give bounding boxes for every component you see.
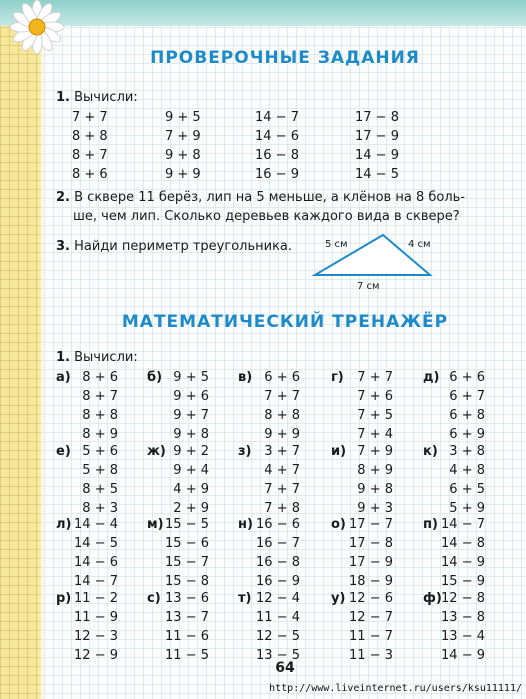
trainer-expression: 12 − 7 bbox=[349, 610, 393, 625]
trainer-expression: 8 + 5 bbox=[82, 482, 118, 497]
task2 bbox=[56, 188, 465, 207]
trainer-group-label: т) bbox=[238, 591, 252, 606]
triangle-figure bbox=[310, 230, 435, 282]
trainer-expression: 5 + 9 bbox=[449, 501, 485, 516]
trainer-expression: 14 − 7 bbox=[441, 517, 485, 532]
task1-number: 1. bbox=[56, 90, 70, 105]
trainer-expression: 7 + 7 bbox=[357, 370, 393, 385]
trainer-expression: 6 + 6 bbox=[264, 370, 300, 385]
trainer-expression: 17 − 7 bbox=[349, 517, 393, 532]
trainer-expression: 8 + 9 bbox=[357, 463, 393, 478]
heading-check-tasks: ПРОВЕРОЧНЫЕ ЗАДАНИЯ bbox=[150, 48, 420, 68]
trainer-expression: 7 + 5 bbox=[357, 408, 393, 423]
trainer-expression: 7 + 9 bbox=[357, 444, 393, 459]
trainer-expression: 7 + 8 bbox=[264, 501, 300, 516]
trainer-expression: 6 + 6 bbox=[449, 370, 485, 385]
trainer-expression: 15 − 8 bbox=[165, 574, 209, 589]
trainer-expression: 17 − 9 bbox=[349, 555, 393, 570]
trainer-group-label: е) bbox=[56, 444, 71, 459]
task1-expression: 9 + 8 bbox=[165, 148, 201, 163]
trainer-expression: 11 − 9 bbox=[74, 610, 118, 625]
trainer-expression: 9 + 6 bbox=[173, 389, 209, 404]
trainer-expression: 4 + 7 bbox=[264, 463, 300, 478]
trainer-expression: 15 − 5 bbox=[165, 517, 209, 532]
trainer-expression: 4 + 9 bbox=[173, 482, 209, 497]
trainer-label: Вычисли: bbox=[74, 350, 138, 365]
trainer-group-label: а) bbox=[56, 370, 71, 385]
trainer-expression: 9 + 8 bbox=[173, 427, 209, 442]
trainer-expression: 9 + 9 bbox=[264, 427, 300, 442]
trainer-expression: 8 + 3 bbox=[82, 501, 118, 516]
task1-expression: 14 − 9 bbox=[355, 148, 399, 163]
trainer-expression: 13 − 4 bbox=[441, 629, 485, 644]
trainer-expression: 15 − 6 bbox=[165, 536, 209, 551]
trainer-expression: 8 + 8 bbox=[264, 408, 300, 423]
triangle-side-right: 4 см bbox=[408, 239, 431, 250]
trainer-group-label: н) bbox=[238, 517, 253, 532]
trainer-expression: 17 − 8 bbox=[349, 536, 393, 551]
trainer-expression: 3 + 7 bbox=[264, 444, 300, 459]
trainer-expression: 16 − 9 bbox=[256, 574, 300, 589]
trainer-expression: 14 − 8 bbox=[441, 536, 485, 551]
trainer-expression: 11 − 3 bbox=[349, 648, 393, 663]
trainer-expression: 7 + 4 bbox=[357, 427, 393, 442]
task1-expression: 14 − 6 bbox=[255, 129, 299, 144]
trainer-expression: 14 − 9 bbox=[441, 648, 485, 663]
trainer-expression: 7 + 7 bbox=[264, 389, 300, 404]
trainer-expression: 16 − 7 bbox=[256, 536, 300, 551]
trainer-expression: 11 − 7 bbox=[349, 629, 393, 644]
trainer-expression: 6 + 8 bbox=[449, 408, 485, 423]
task3-number: 3. bbox=[56, 239, 70, 254]
task1-expression: 8 + 7 bbox=[72, 148, 108, 163]
trainer-expression: 3 + 8 bbox=[449, 444, 485, 459]
trainer-group-label: и) bbox=[331, 444, 347, 459]
trainer-group-label: о) bbox=[331, 517, 346, 532]
trainer-group-label: в) bbox=[238, 370, 253, 385]
trainer-expression: 6 + 5 bbox=[449, 482, 485, 497]
task1-expression: 9 + 9 bbox=[165, 167, 201, 182]
task1-label: Вычисли: bbox=[74, 90, 138, 105]
trainer-expression: 9 + 5 bbox=[173, 370, 209, 385]
trainer-expression: 7 + 7 bbox=[264, 482, 300, 497]
trainer-group-label: д) bbox=[423, 370, 440, 385]
task2-line-2: ше, чем лип. Сколько деревьев каждого вида в сквере? bbox=[73, 209, 460, 224]
trainer-expression: 9 + 7 bbox=[173, 408, 209, 423]
trainer-expression: 6 + 7 bbox=[449, 389, 485, 404]
trainer-expression: 16 − 8 bbox=[256, 555, 300, 570]
trainer-group-label: ж) bbox=[147, 444, 166, 459]
triangle-side-left: 5 см bbox=[325, 239, 348, 250]
trainer-expression: 8 + 8 bbox=[82, 408, 118, 423]
task1-expression: 7 + 9 bbox=[165, 129, 201, 144]
trainer-expression: 12 − 3 bbox=[74, 629, 118, 644]
task1-expression: 17 − 9 bbox=[355, 129, 399, 144]
trainer-number: 1. bbox=[56, 350, 70, 365]
trainer-group-label: п) bbox=[423, 517, 438, 532]
task1-expression: 14 − 7 bbox=[255, 110, 299, 125]
trainer-expression: 14 − 4 bbox=[74, 517, 118, 532]
trainer-expression: 9 + 8 bbox=[357, 482, 393, 497]
task2-line-1: В сквере 11 берёз, лип на 5 меньше, а клёнов на 8 боль- bbox=[74, 190, 465, 205]
trainer-expression: 5 + 6 bbox=[82, 444, 118, 459]
task1-expression: 14 − 5 bbox=[355, 167, 399, 182]
trainer-expression: 12 − 9 bbox=[74, 648, 118, 663]
trainer-expression: 12 − 8 bbox=[441, 591, 485, 606]
task1-expression: 8 + 8 bbox=[72, 129, 108, 144]
task1-expression: 9 + 5 bbox=[165, 110, 201, 125]
trainer-expression: 5 + 8 bbox=[82, 463, 118, 478]
trainer-expression: 11 − 2 bbox=[74, 591, 118, 606]
trainer-expression: 7 + 6 bbox=[357, 389, 393, 404]
task3-text: Найди периметр треугольника. bbox=[74, 239, 293, 254]
trainer-expression: 11 − 5 bbox=[165, 648, 209, 663]
trainer-expression: 9 + 4 bbox=[173, 463, 209, 478]
trainer-expression: 16 − 6 bbox=[256, 517, 300, 532]
trainer-expression: 12 − 6 bbox=[349, 591, 393, 606]
trainer-expression: 14 − 9 bbox=[441, 555, 485, 570]
trainer-expression: 15 − 7 bbox=[165, 555, 209, 570]
task1-expression: 16 − 9 bbox=[255, 167, 299, 182]
trainer-expression: 13 − 8 bbox=[441, 610, 485, 625]
trainer-expression: 14 − 6 bbox=[74, 555, 118, 570]
left-margin-strip bbox=[0, 0, 44, 699]
trainer-expression: 12 − 5 bbox=[256, 629, 300, 644]
trainer-header bbox=[56, 348, 138, 367]
trainer-group-label: к) bbox=[423, 444, 438, 459]
task2-number: 2. bbox=[56, 190, 70, 205]
heading-math-trainer: МАТЕМАТИЧЕСКИЙ ТРЕНАЖЁР bbox=[121, 312, 449, 332]
trainer-expression: 14 − 5 bbox=[74, 536, 118, 551]
task1-expression: 7 + 7 bbox=[72, 110, 108, 125]
trainer-expression: 14 − 7 bbox=[74, 574, 118, 589]
top-band bbox=[0, 0, 526, 26]
trainer-group-label: з) bbox=[238, 444, 252, 459]
trainer-group-label: с) bbox=[147, 591, 161, 606]
trainer-expression: 6 + 9 bbox=[449, 427, 485, 442]
trainer-expression: 8 + 7 bbox=[82, 389, 118, 404]
trainer-expression: 9 + 2 bbox=[173, 444, 209, 459]
watermark-url: http://www.liveinternet.ru/users/ksu11111/ bbox=[269, 683, 522, 694]
trainer-expression: 15 − 9 bbox=[441, 574, 485, 589]
task1-expression: 16 − 8 bbox=[255, 148, 299, 163]
trainer-expression: 8 + 9 bbox=[82, 427, 118, 442]
trainer-expression: 13 − 5 bbox=[256, 648, 300, 663]
trainer-group-label: л) bbox=[56, 517, 72, 532]
task1-header bbox=[56, 88, 138, 107]
trainer-group-label: г) bbox=[331, 370, 344, 385]
trainer-expression: 11 − 4 bbox=[256, 610, 300, 625]
trainer-group-label: ф) bbox=[423, 591, 442, 606]
trainer-expression: 18 − 9 bbox=[349, 574, 393, 589]
trainer-expression: 8 + 6 bbox=[82, 370, 118, 385]
trainer-group-label: р) bbox=[56, 591, 72, 606]
trainer-expression: 4 + 8 bbox=[449, 463, 485, 478]
task1-expression: 8 + 6 bbox=[72, 167, 108, 182]
trainer-group-label: у) bbox=[331, 591, 346, 606]
task1-expression: 17 − 8 bbox=[355, 110, 399, 125]
trainer-expression: 13 − 6 bbox=[165, 591, 209, 606]
task3 bbox=[56, 237, 292, 256]
trainer-group-label: м) bbox=[147, 517, 164, 532]
trainer-expression: 9 + 3 bbox=[357, 501, 393, 516]
page-number: 64 bbox=[275, 660, 295, 676]
trainer-group-label: б) bbox=[147, 370, 163, 385]
trainer-expression: 2 + 9 bbox=[173, 501, 209, 516]
trainer-expression: 12 − 4 bbox=[256, 591, 300, 606]
trainer-expression: 11 − 6 bbox=[165, 629, 209, 644]
trainer-expression: 13 − 7 bbox=[165, 610, 209, 625]
triangle-side-bottom: 7 см bbox=[357, 281, 380, 292]
